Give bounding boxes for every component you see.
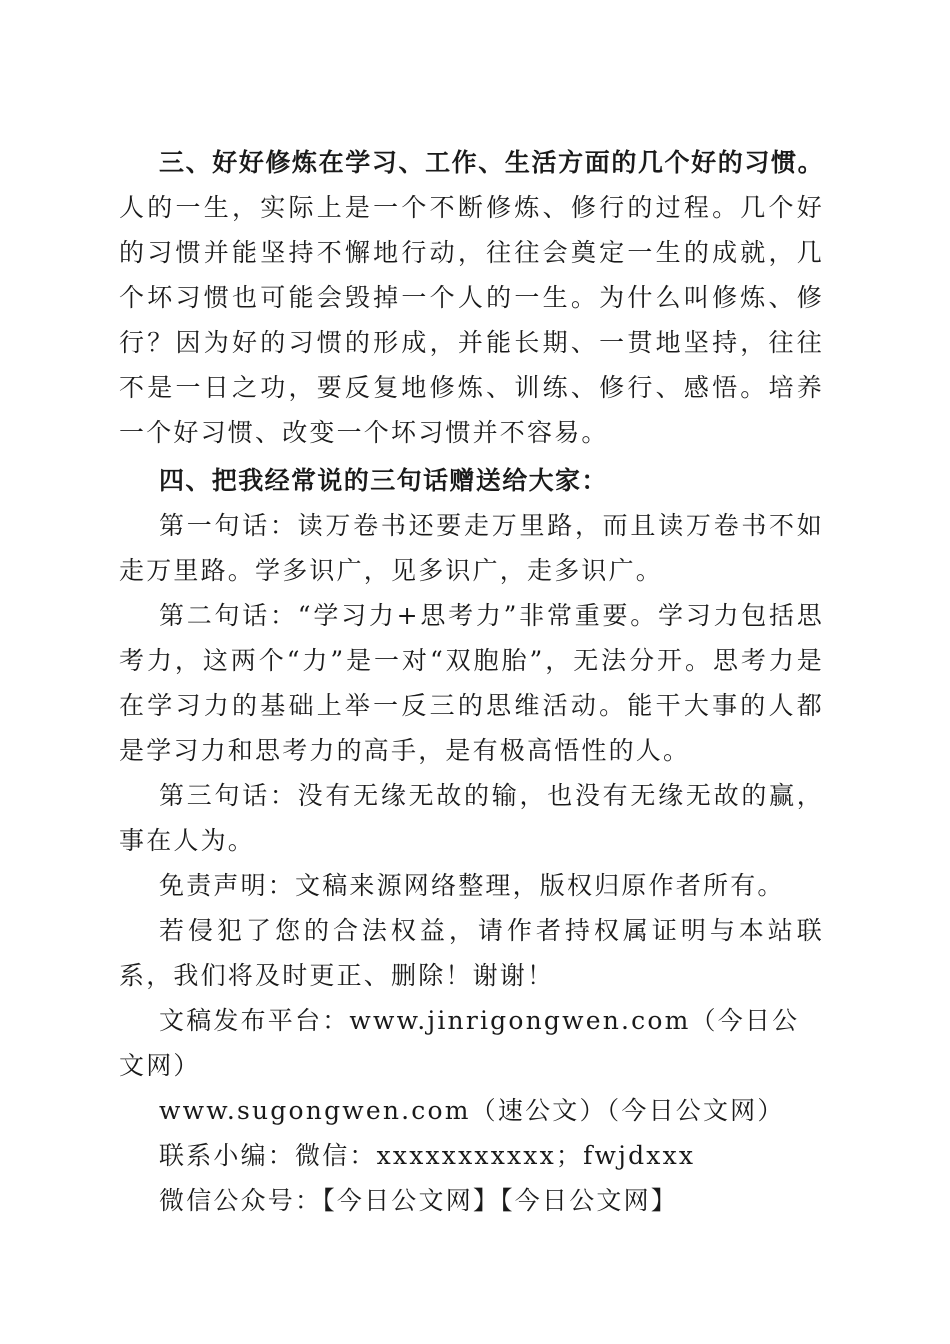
section-3-paragraph — [119, 140, 824, 455]
section-3-body: 人的一生，实际上是一个不断修炼、修行的过程。几个好的习惯并能坚持不懈地行动，往往会奠定一生的成就，几个坏习惯也可能会毁掉一个人的一生。为什么叫修炼、修行？因为好的习惯的形成，并能长期、一贯地坚持，往往不是一日之功，要反复地修炼、训练、修行、感悟。培养一个好习惯、改变一个坏习惯并不容易。 — [119, 193, 824, 447]
document-page — [119, 140, 824, 1223]
editor-contact: 联系小编：微信：xxxxxxxxxxx；fwjdxxx — [159, 1141, 696, 1170]
saying-3: 第三句话：没有无缘无故的输，也没有无缘无故的赢，事在人为。 — [119, 781, 824, 855]
disclaimer: 免责声明：文稿来源网络整理，版权归原作者所有。 — [159, 871, 785, 900]
section-4-heading-paragraph — [119, 458, 824, 503]
wechat-account: 微信公众号：【今日公文网】【今日公文网】 — [159, 1186, 679, 1215]
section-4-heading: 四、把我经常说的三句话赠送给大家： — [159, 466, 608, 495]
section-3-heading: 三、好好修炼在学习、工作、生活方面的几个好的习惯。 — [159, 148, 824, 177]
saying-2: 第二句话：“学习力+思考力”非常重要。学习力包括思考力，这两个“力”是一对“双胞胎”，无法分开。思考力是在学习力的基础上举一反三的思维活动。能干大事的人都是学习力和思考力的高手，是有极高悟性的人。 — [119, 601, 824, 765]
publish-platform: 文稿发布平台：www.jinrigongwen.com（今日公文网） — [119, 1006, 800, 1080]
infringement-notice: 若侵犯了您的合法权益，请作者持权属证明与本站联系，我们将及时更正、删除！谢谢！ — [119, 916, 824, 990]
saying-1: 第一句话：读万卷书还要走万里路，而且读万卷书不如走万里路。学多识广，见多识广，走多识广。 — [119, 511, 824, 585]
secondary-site: www.sugongwen.com（速公文）（今日公文网） — [159, 1096, 785, 1125]
